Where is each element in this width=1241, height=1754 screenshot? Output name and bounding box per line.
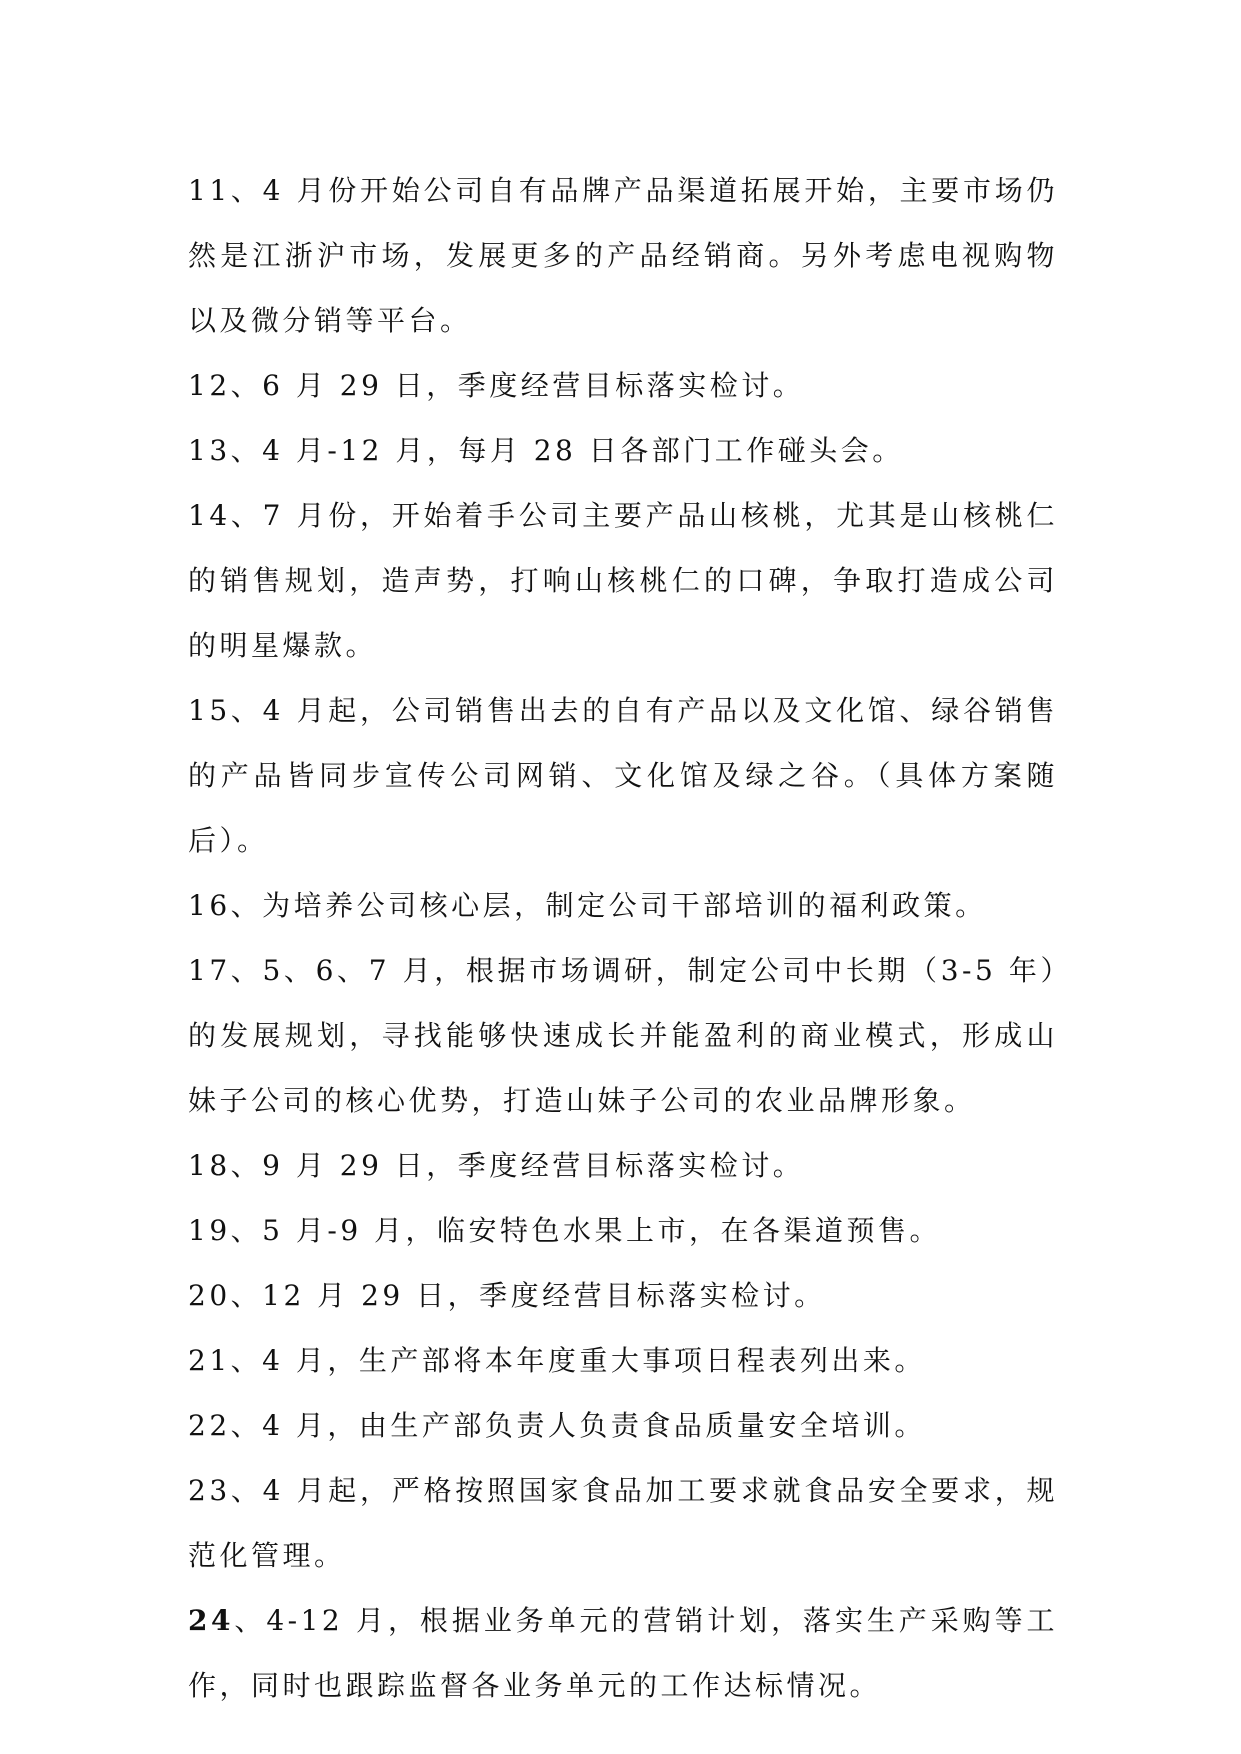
item-number: 19	[188, 1214, 231, 1247]
item-text: 、4 月份开始公司自有品牌产品渠道拓展开始，主要市场仍然是江浙沪市场，发展更多的产品经销商。另外考虑电视购物以及微分销等平台。	[188, 174, 1058, 337]
document-body	[188, 158, 1058, 1718]
item-number: 11	[188, 174, 231, 207]
list-item-20	[188, 1263, 1058, 1328]
item-text: 、4 月，生产部将本年度重大事项日程表列出来。	[230, 1344, 926, 1377]
item-number: 22	[188, 1409, 231, 1442]
item-number: 12	[188, 369, 231, 402]
item-text: 、6 月 29 日，季度经营目标落实检讨。	[230, 369, 805, 402]
item-text: 、5、6、7 月，根据市场调研，制定公司中长期（3-5 年）的发展规划，寻找能够快速成长并能盈利的商业模式，形成山妹子公司的核心优势，打造山妹子公司的农业品牌形象。	[188, 954, 1058, 1117]
item-text: 、12 月 29 日，季度经营目标落实检讨。	[230, 1279, 826, 1312]
item-text: 、4 月起，公司销售出去的自有产品以及文化馆、绿谷销售的产品皆同步宣传公司网销、文化馆及绿之谷。（具体方案随后）。	[188, 694, 1058, 857]
item-number: 14	[188, 499, 231, 532]
list-item-17	[188, 938, 1058, 1133]
list-item-18	[188, 1133, 1058, 1198]
item-text: 、9 月 29 日，季度经营目标落实检讨。	[230, 1149, 805, 1182]
item-number: 24	[188, 1604, 234, 1637]
item-number: 18	[188, 1149, 231, 1182]
item-text: 、5 月-9 月，临安特色水果上市，在各渠道预售。	[230, 1214, 942, 1247]
list-item-23	[188, 1458, 1058, 1588]
item-number: 13	[188, 434, 231, 467]
list-item-15	[188, 678, 1058, 873]
list-item-16	[188, 873, 1058, 938]
item-number: 15	[188, 694, 231, 727]
list-item-12	[188, 353, 1058, 418]
list-item-14	[188, 483, 1058, 678]
item-number: 21	[188, 1344, 231, 1377]
item-text: 、为培养公司核心层，制定公司干部培训的福利政策。	[230, 889, 987, 922]
list-item-19	[188, 1198, 1058, 1263]
item-text: 、4 月起，严格按照国家食品加工要求就食品安全要求，规范化管理。	[188, 1474, 1058, 1572]
list-item-21	[188, 1328, 1058, 1393]
item-number: 17	[188, 954, 231, 987]
list-item-24	[188, 1588, 1058, 1718]
item-text: 、4 月-12 月，每月 28 日各部门工作碰头会。	[230, 434, 904, 467]
item-number: 16	[188, 889, 231, 922]
item-number: 20	[188, 1279, 231, 1312]
list-item-13	[188, 418, 1058, 483]
list-item-22	[188, 1393, 1058, 1458]
list-item-11	[188, 158, 1058, 353]
item-number: 23	[188, 1474, 231, 1507]
item-text: 、7 月份，开始着手公司主要产品山核桃，尤其是山核桃仁的销售规划，造声势，打响山核桃仁的口碑，争取打造成公司的明星爆款。	[188, 499, 1058, 662]
item-text: 、4-12 月，根据业务单元的营销计划，落实生产采购等工作，同时也跟踪监督各业务单元的工作达标情况。	[188, 1604, 1058, 1702]
item-text: 、4 月，由生产部负责人负责食品质量安全培训。	[230, 1409, 926, 1442]
